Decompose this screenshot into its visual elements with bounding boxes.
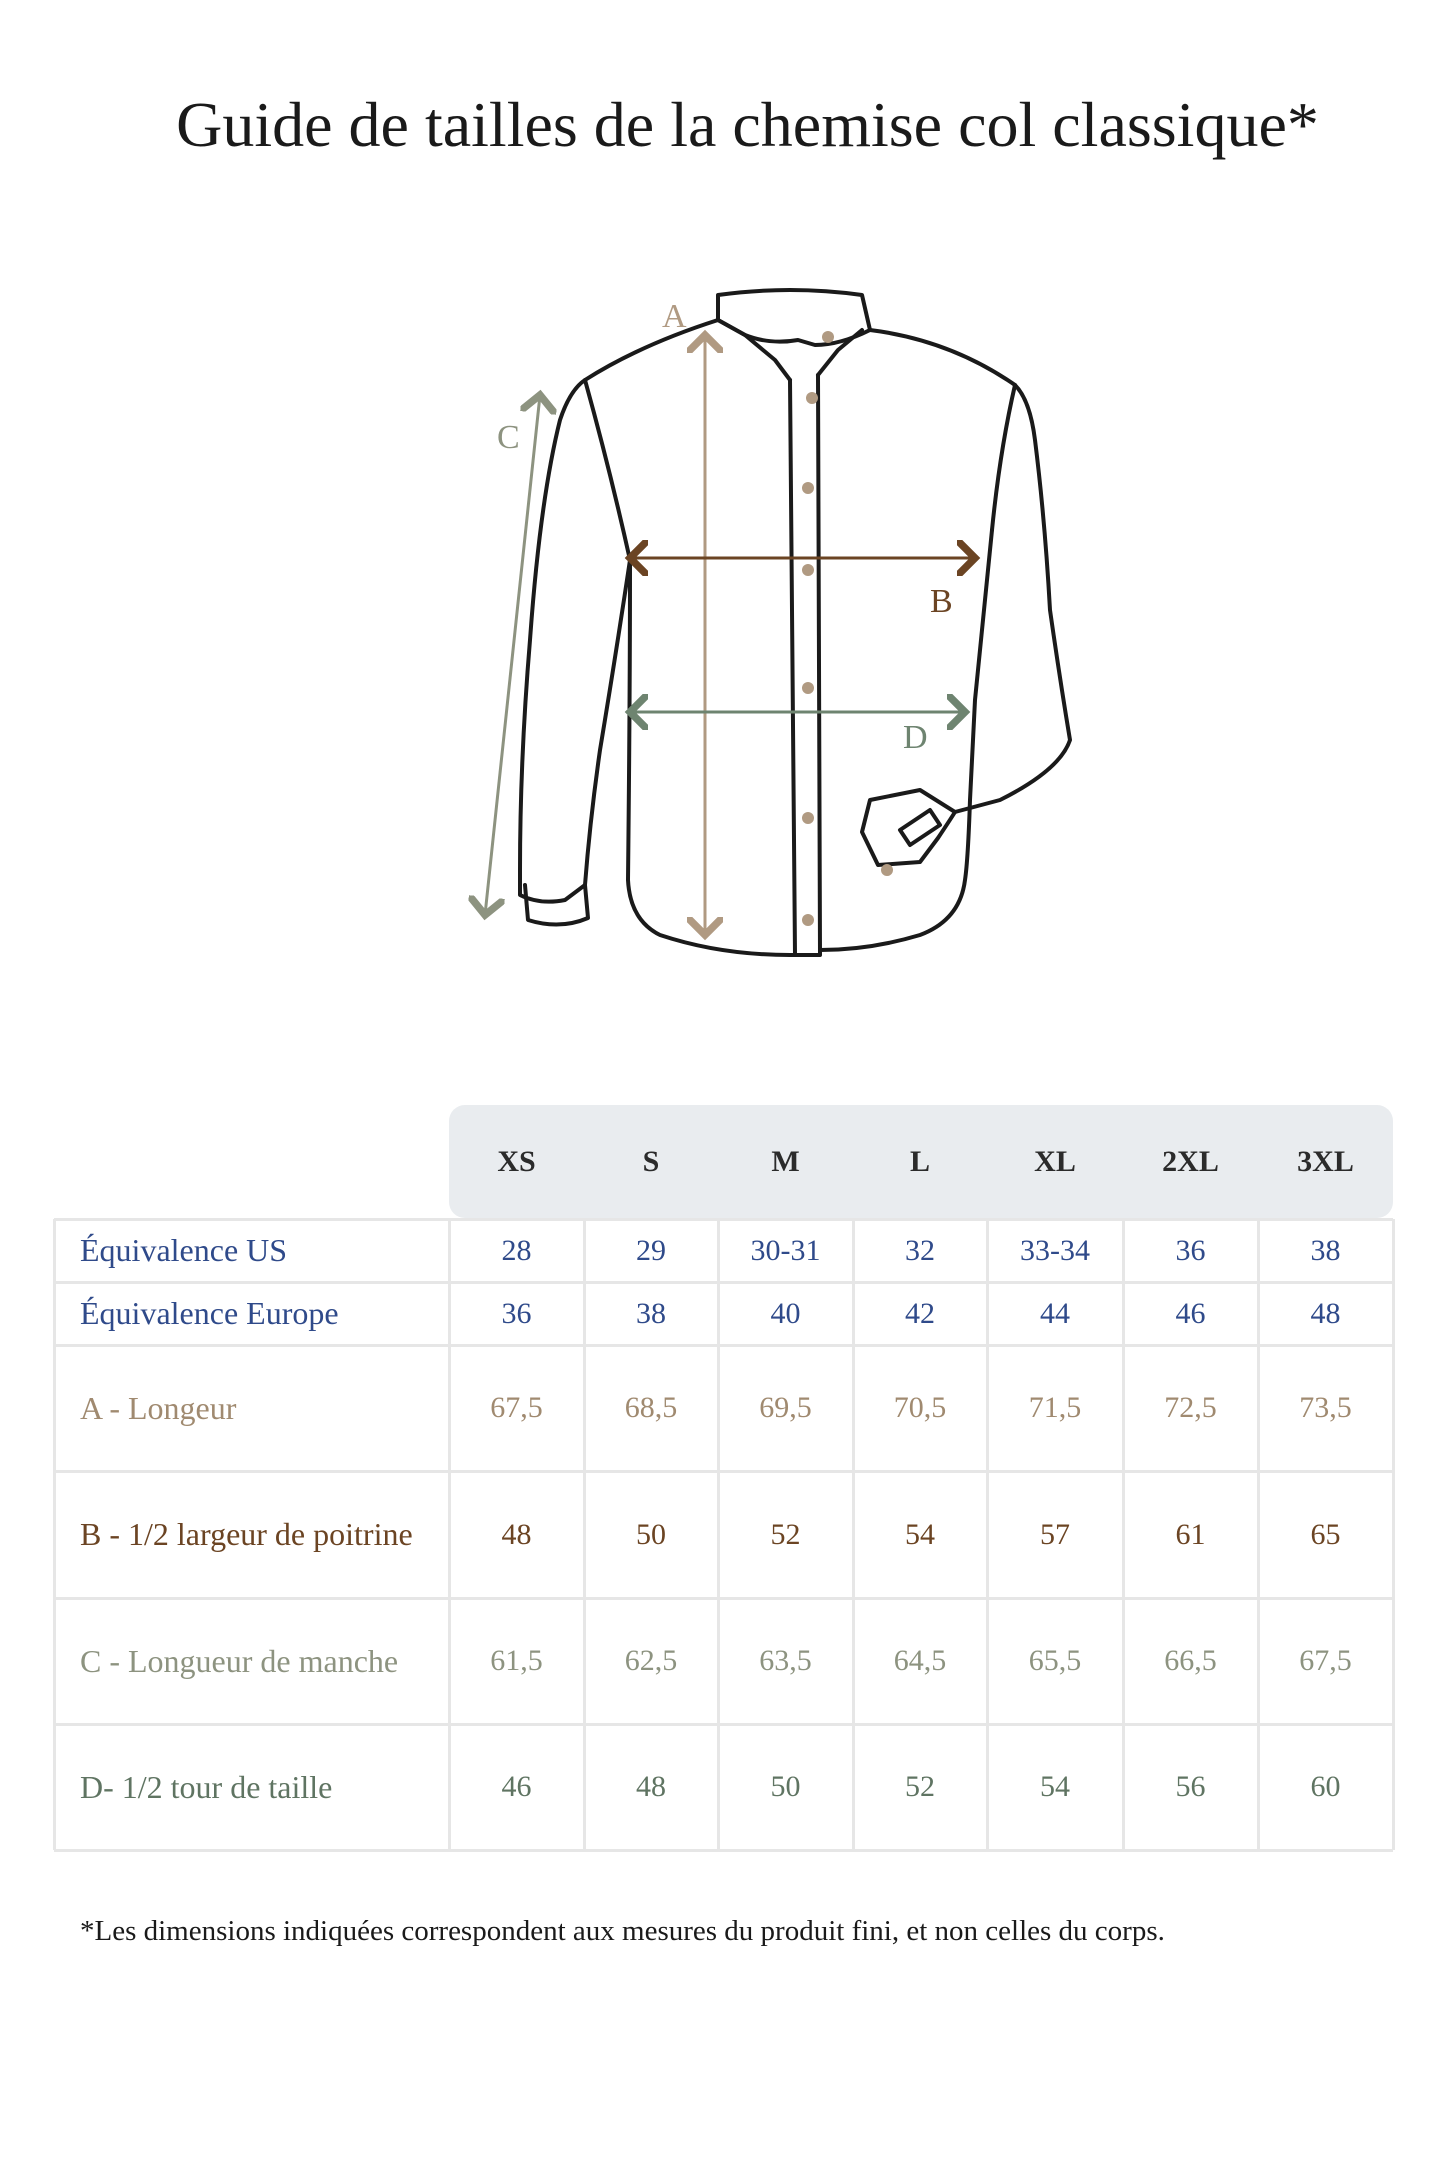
size-header-xl: XL xyxy=(1034,1145,1076,1178)
table-cell: 29 xyxy=(636,1234,666,1267)
table-cell: 60 xyxy=(1310,1770,1341,1803)
table-cell: 54 xyxy=(905,1518,935,1551)
table-cell: 72,5 xyxy=(1164,1391,1217,1424)
table-cell: 63,5 xyxy=(759,1644,812,1677)
size-header-2xl: 2XL xyxy=(1162,1145,1219,1178)
table-cell: 54 xyxy=(1040,1770,1070,1803)
table-cell: 67,5 xyxy=(490,1391,543,1424)
size-header-l: L xyxy=(909,1145,930,1178)
table-cell: 62,5 xyxy=(624,1644,678,1677)
label-d: D xyxy=(903,719,928,756)
footnote: *Les dimensions indiquées correspondent aux mesures du produit fini, et non celles du corps. xyxy=(80,1915,1165,1947)
table-cell: 50 xyxy=(636,1518,666,1551)
table-cell: 28 xyxy=(501,1234,532,1267)
table-cell: 38 xyxy=(636,1297,666,1330)
table-cell: 48 xyxy=(501,1518,532,1551)
shirt-diagram xyxy=(0,270,1445,970)
table-cell: 42 xyxy=(905,1297,935,1330)
size-header-xs: XS xyxy=(497,1145,536,1178)
table-cell: 66,5 xyxy=(1164,1644,1217,1677)
table-cell: 36 xyxy=(1175,1234,1206,1267)
table-cell: 33-34 xyxy=(1020,1234,1090,1267)
table-cell: 67,5 xyxy=(1299,1644,1352,1677)
shirt-outline xyxy=(520,290,1070,955)
table-cell: 61,5 xyxy=(490,1644,543,1677)
table-cell: 57 xyxy=(1040,1518,1070,1551)
table-cell: 48 xyxy=(1310,1297,1341,1330)
table-cell: 50 xyxy=(770,1770,801,1803)
row-label: Équivalence US xyxy=(80,1232,288,1268)
label-a: A xyxy=(662,298,687,335)
table-cell: 68,5 xyxy=(624,1391,678,1424)
table-cell: 46 xyxy=(501,1770,532,1803)
table-cell: 48 xyxy=(636,1770,666,1803)
table-cell: 64,5 xyxy=(893,1644,947,1677)
table-cell: 36 xyxy=(501,1297,532,1330)
size-header-s: S xyxy=(642,1145,660,1178)
shirt-buttons xyxy=(802,331,893,926)
table-cell: 30-31 xyxy=(750,1234,821,1267)
table-cell: 69,5 xyxy=(759,1391,812,1424)
row-label: B - 1/2 largeur de poitrine xyxy=(80,1516,413,1552)
table-cell: 65 xyxy=(1310,1518,1341,1551)
measure-c-line xyxy=(485,395,540,915)
table-column-divider xyxy=(53,1219,56,1850)
size-header-m: M xyxy=(771,1145,800,1178)
page-title: Guide de tailles de la chemise col classique* xyxy=(176,89,1319,160)
table-cell: 52 xyxy=(905,1770,935,1803)
row-label: Équivalence Europe xyxy=(80,1295,339,1331)
row-label: A - Longeur xyxy=(80,1390,237,1426)
row-label: D- 1/2 tour de taille xyxy=(80,1769,333,1805)
size-header-3xl: 3XL xyxy=(1297,1145,1354,1178)
table-cell: 40 xyxy=(770,1297,801,1330)
table-cell: 56 xyxy=(1175,1770,1206,1803)
label-c: C xyxy=(497,419,520,456)
table-cell: 70,5 xyxy=(893,1391,947,1424)
table-cell: 73,5 xyxy=(1299,1391,1352,1424)
table-cell: 44 xyxy=(1040,1297,1070,1330)
row-label: C - Longueur de manche xyxy=(80,1643,399,1679)
table-cell: 38 xyxy=(1310,1234,1341,1267)
label-b: B xyxy=(930,583,953,620)
table-cell: 61 xyxy=(1175,1518,1206,1551)
table-cell: 65,5 xyxy=(1028,1644,1082,1677)
table-cell: 71,5 xyxy=(1028,1391,1082,1424)
table-cell: 52 xyxy=(770,1518,801,1551)
table-cell: 32 xyxy=(905,1234,935,1267)
table-cell: 46 xyxy=(1175,1297,1206,1330)
